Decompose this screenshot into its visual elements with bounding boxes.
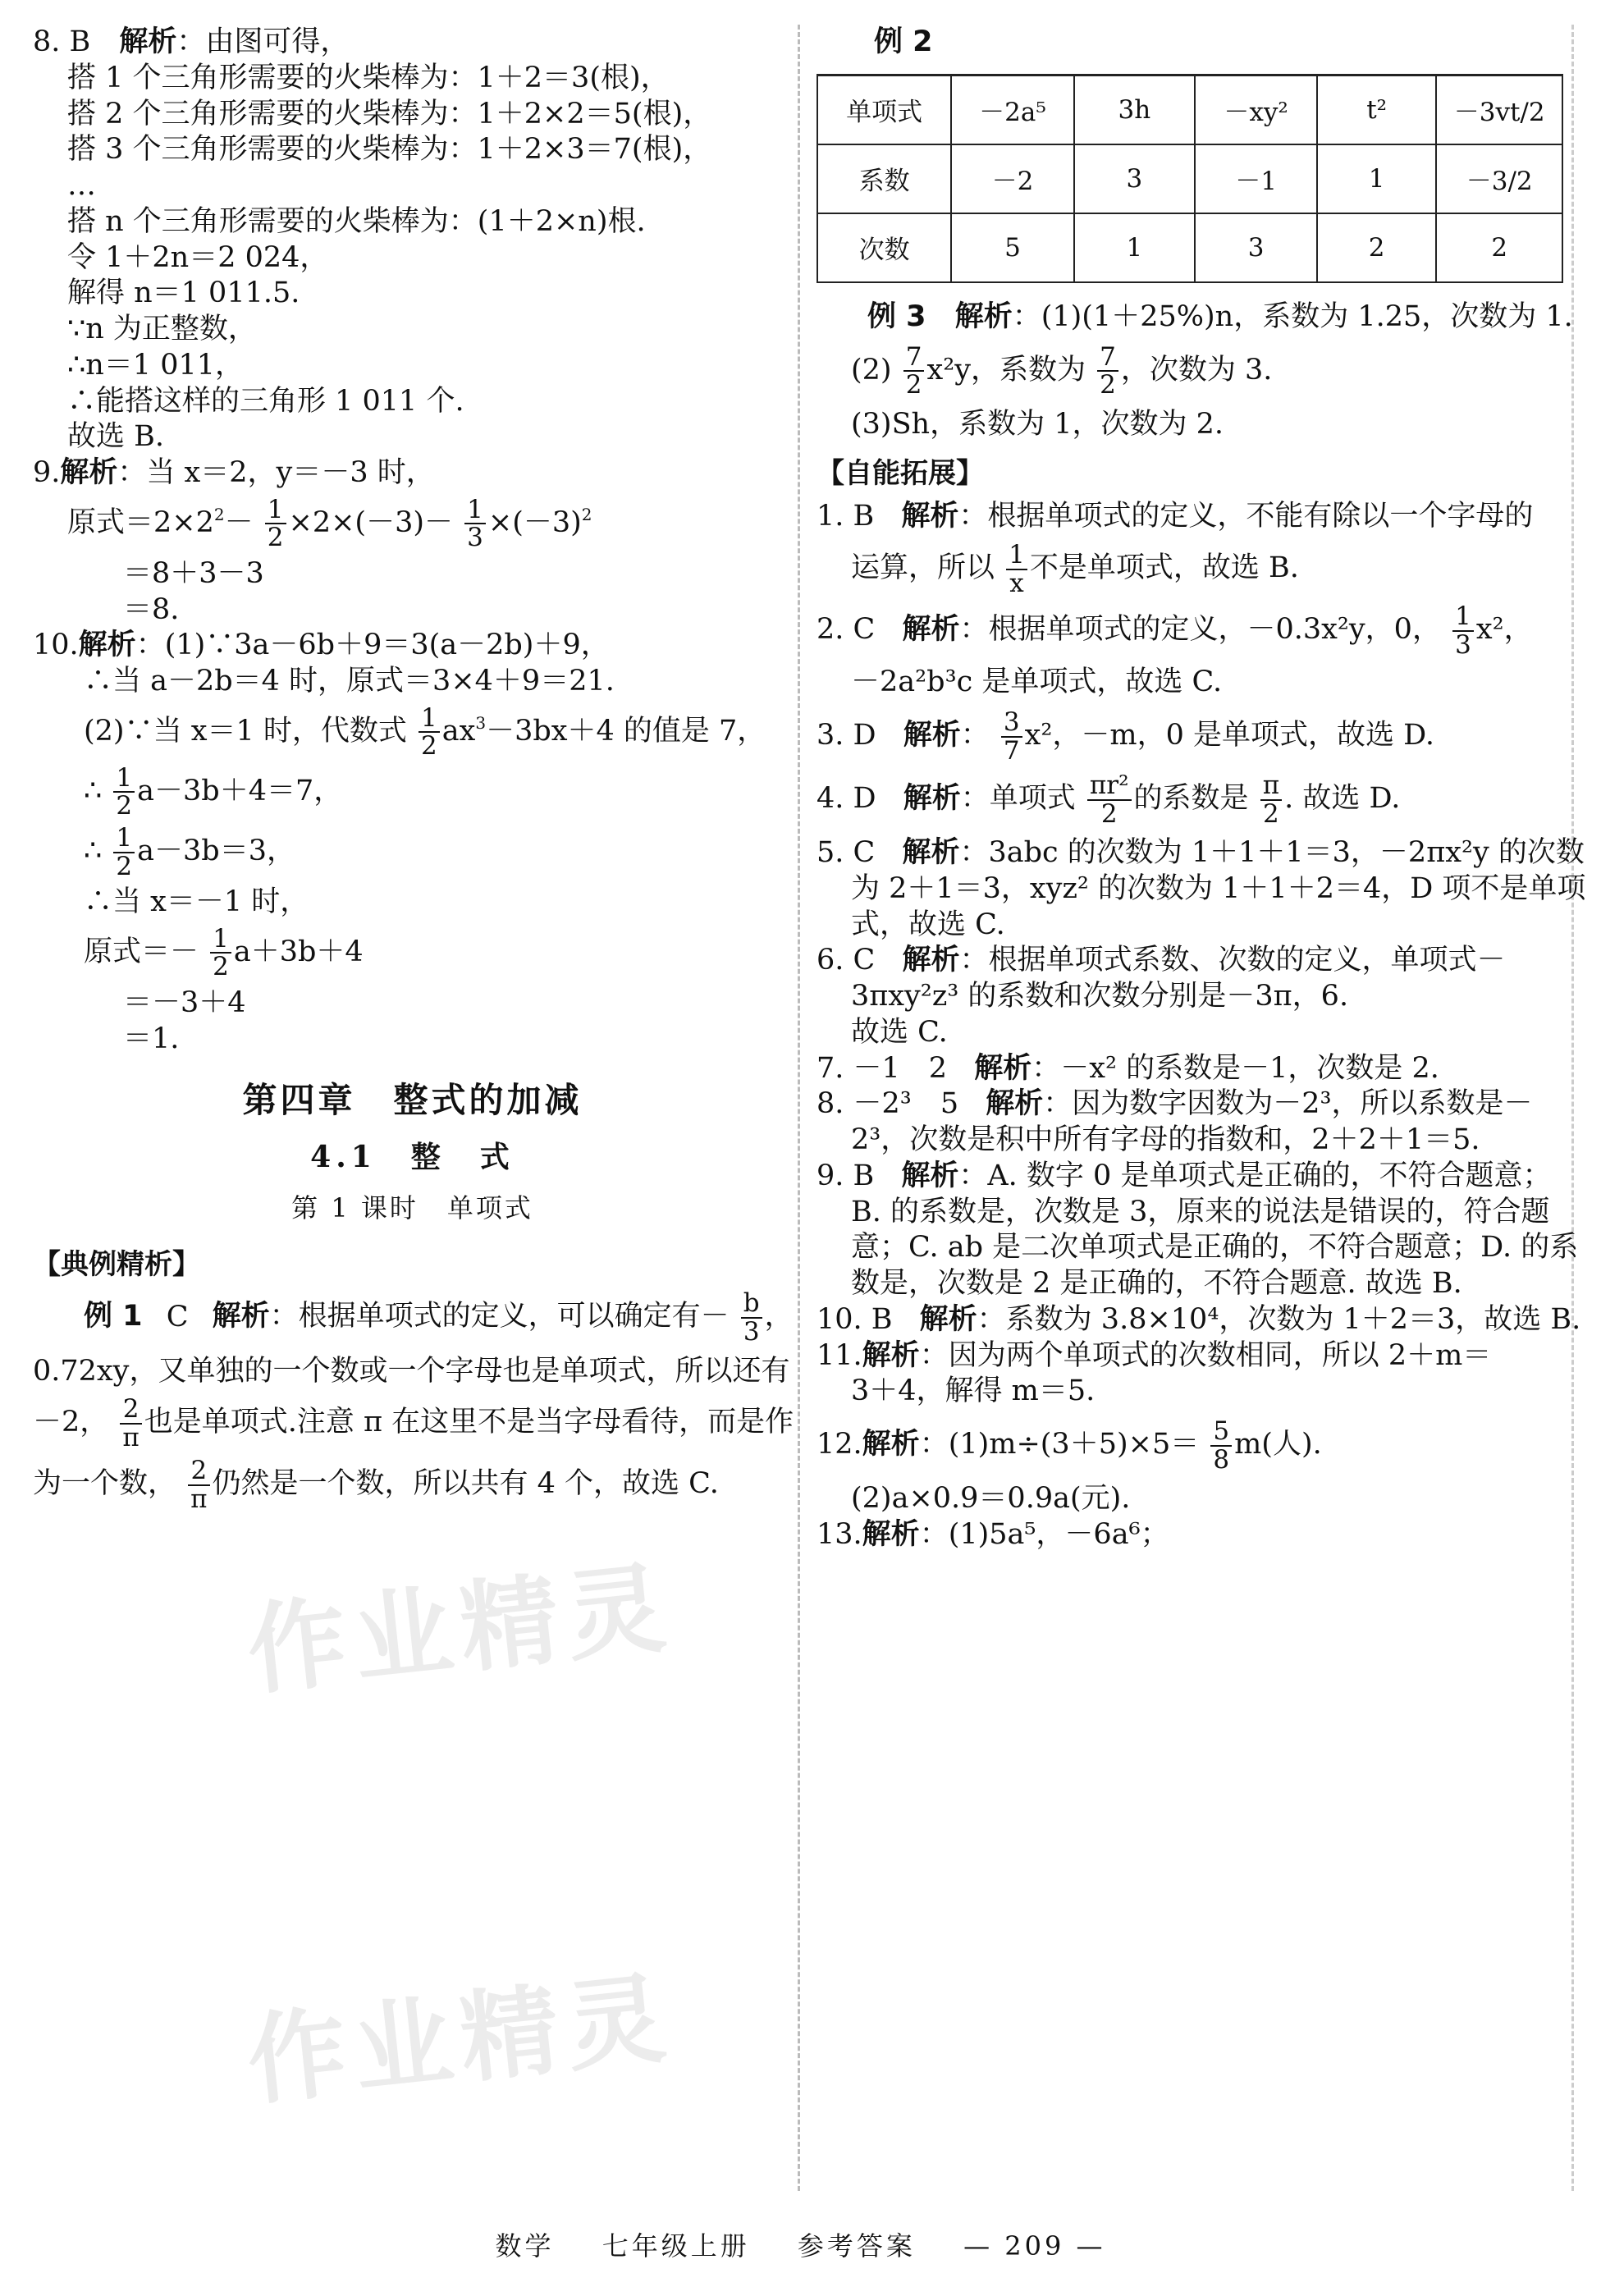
item-text: x²，	[1475, 613, 1533, 647]
footer-subject: 数学	[495, 2230, 555, 2262]
left-column	[33, 25, 792, 1520]
denominator: 3	[743, 1317, 760, 1347]
fraction	[1006, 542, 1027, 597]
item-line: 数是，次数是 2 是正确的，不符合题意. 故选 B.	[851, 1267, 1462, 1301]
fraction	[210, 923, 231, 982]
ex1-answer: C	[166, 1300, 189, 1333]
item-text: ：A. 数字 0 是单项式是正确的，不符合题意；	[958, 1159, 1552, 1192]
column-divider	[798, 25, 800, 2191]
denominator: 2	[267, 523, 284, 553]
watermark-bottom: 作业精灵	[242, 1961, 679, 2120]
table-cell: －2	[951, 144, 1073, 213]
item-tag: 解析	[862, 1518, 920, 1552]
table-row	[817, 75, 1562, 144]
monomial-table	[817, 74, 1563, 283]
item-text: ：根据单项式的定义，－0.3x²y，0，	[959, 613, 1441, 647]
q10-line-5	[33, 825, 792, 880]
q8-number: 8. B	[33, 25, 91, 58]
footer-label: 参考答案	[797, 2230, 916, 2262]
section-title: 4.1 整 式	[310, 1140, 515, 1175]
denominator: 2	[420, 731, 437, 762]
item-text: ：因为数字因数为－2³，所以系数是－	[1043, 1087, 1533, 1121]
q10-text: ax	[441, 714, 476, 748]
q8-line: ∴n＝1 011，	[67, 348, 245, 382]
item-1-line-2	[817, 542, 1563, 597]
item-number: 3. D	[817, 719, 876, 752]
ex1-line-3	[33, 1396, 792, 1451]
ex1-line-1	[33, 1290, 792, 1345]
item-line: 3πxy²z³ 的系数和次数分别是－3π，6.	[851, 980, 1349, 1013]
item-text: ：(1)m÷(3＋5)×5＝	[919, 1428, 1200, 1461]
item-text: 的系数是	[1133, 782, 1249, 816]
q9-tag: 解析	[60, 456, 118, 489]
item-number: 11.	[817, 1338, 862, 1372]
q10-line-7	[33, 923, 792, 982]
table-row	[817, 213, 1562, 282]
ex3-line-2	[817, 341, 1563, 400]
item-tag: 解析	[974, 1051, 1032, 1085]
item-text: ：根据单项式系数、次数的定义，单项式－	[959, 944, 1506, 977]
ex1-text: －2，	[33, 1406, 109, 1439]
item-line: 3＋4，解得 m＝5.	[851, 1374, 1096, 1408]
ex1-text: 也是单项式.注意 π 在这里不是当字母看待，而是作	[144, 1406, 794, 1439]
fraction	[1260, 772, 1282, 827]
denominator: 2	[1100, 798, 1118, 829]
q10-text: (2)∵当 x＝1 时，代数式	[84, 714, 407, 748]
right-column	[817, 25, 1586, 1553]
item-tag: 解析	[902, 836, 960, 870]
item-number: 6. C	[817, 944, 876, 977]
table-cell: 1	[1074, 213, 1196, 282]
item-text: ：(1)5a⁵，－6a⁶；	[919, 1518, 1169, 1552]
item-number: 10. B	[817, 1302, 893, 1336]
item-text: . 故选 D.	[1284, 782, 1401, 816]
q10-text: a＋3b＋4	[233, 935, 364, 968]
item-12-line-1	[817, 1418, 1563, 1473]
item-number: 2. C	[817, 613, 876, 647]
item-3-line-1	[817, 709, 1563, 764]
q10-text: －3bx＋4 的值是 7，	[486, 714, 766, 748]
item-tag: 解析	[901, 500, 959, 533]
q9-expr: －	[224, 505, 254, 539]
q10-line-3: (2)∵当 x＝1 时，代数式 $\frac{1}{2}$ $ax^3-3bx+4$ 的值是 7，	[84, 702, 766, 762]
q10-text: a－3b＋4＝7，	[137, 774, 343, 807]
q8-line-1	[33, 25, 792, 61]
item-number: 4. D	[817, 782, 876, 816]
item-9-line-1	[817, 1159, 1563, 1195]
q9-expr: ×2×(－3)－	[288, 505, 453, 539]
table-cell: 3	[1074, 144, 1196, 213]
table-cell: 3h	[1074, 75, 1196, 144]
item-text: ：	[960, 719, 990, 752]
denominator: π	[190, 1484, 208, 1514]
item-11-line-1	[817, 1338, 1563, 1374]
fraction	[1210, 1418, 1232, 1473]
fraction	[188, 1457, 209, 1512]
q8-text: ：由图可得，	[176, 25, 350, 58]
item-line: －2a²b³c 是单项式，故选 C.	[851, 665, 1223, 699]
ex1-line-4	[33, 1457, 792, 1512]
item-text: ：3abc 的次数为 1＋1＋1＝3，－2πx²y 的次数	[959, 836, 1585, 870]
table-cell: 5	[951, 213, 1073, 282]
table-cell: 系数	[817, 144, 951, 213]
q10-line: ∴当 a－2b＝4 时，原式＝3×4＋9＝21.	[84, 665, 615, 698]
item-1-line-1	[817, 499, 1563, 535]
denominator: 2	[905, 370, 922, 400]
item-number: 9. B	[817, 1159, 875, 1192]
q9-line: ＝8.	[123, 592, 180, 626]
fraction	[741, 1290, 762, 1345]
numerator: 1	[210, 926, 231, 954]
numerator: 1	[1006, 542, 1027, 570]
ex1-label: 例 1	[84, 1300, 143, 1333]
q10-text: a－3b＝3，	[137, 835, 295, 868]
q8-line: 解得 n＝1 011.5.	[67, 277, 300, 310]
item-13-line-1	[817, 1517, 1563, 1553]
numerator: 2	[120, 1396, 141, 1425]
table-cell: 2	[1317, 213, 1436, 282]
page-number: — 209 —	[963, 2230, 1106, 2262]
page-footer	[0, 2225, 1601, 2263]
item-text: 不是单项式，故选 B.	[1029, 551, 1299, 585]
ex1-line: 0.72xy，又单独的一个数或一个字母也是单项式，所以还有	[33, 1354, 790, 1388]
q9-expr: ×(－3)	[487, 505, 582, 539]
numerator: 1	[464, 496, 486, 525]
item-5-line-1	[817, 835, 1585, 871]
item-line: B. 的系数是，次数是 3，原来的说法是错误的，符合题	[851, 1195, 1550, 1228]
item-text: ：系数为 3.8×10⁴，次数为 1＋2＝3，故选 B.	[977, 1302, 1581, 1336]
q9-expr: 原式＝2×2	[67, 505, 214, 539]
table-cell: t²	[1317, 75, 1436, 144]
item-number: 13.	[817, 1518, 862, 1552]
q8-line: 搭 3 个三角形需要的火柴棒为：1＋2×3＝7(根)，	[67, 133, 712, 167]
ex1-tag: 解析	[212, 1300, 270, 1333]
ex1-text: 仍然是一个数，所以共有 4 个，故选 C.	[212, 1467, 719, 1501]
item-tag: 解析	[862, 1428, 920, 1461]
item-tag: 解析	[903, 719, 961, 752]
numerator: πr²	[1087, 772, 1132, 801]
fraction	[464, 496, 486, 551]
denominator: 2	[116, 791, 133, 821]
item-number: 7. －1 2	[817, 1051, 948, 1085]
q10-line: ∴当 x＝－1 时，	[84, 885, 309, 919]
ex3-text: ：(1)(1＋25%)n，系数为 1.25，次数为 1.	[1012, 300, 1573, 333]
numerator: 1	[1452, 603, 1474, 632]
item-8-line-1	[817, 1086, 1563, 1123]
item-line: 式，故选 C.	[851, 908, 1005, 941]
fraction	[419, 702, 440, 762]
q9-number: 9.	[33, 456, 61, 489]
numerator: 1	[113, 765, 135, 794]
item-tag: 解析	[902, 613, 960, 647]
fraction	[1452, 603, 1474, 658]
item-line: 2³，次数是积中所有字母的指数和，2＋2＋1＝5.	[851, 1123, 1480, 1157]
ex3-text: x²y，系数为	[926, 353, 1086, 386]
q10-number: 10.	[33, 629, 79, 662]
q8-line: 令 1＋2n＝2 024，	[67, 240, 329, 274]
table-cell: 1	[1317, 144, 1436, 213]
numerator: 3	[1001, 709, 1022, 738]
q9-line-2: 原式$=2\times 2^2-$ $\frac{1}{2}$ ×2×(－3)－ $\frac{1}{3}$ $\times(-3)^2$	[67, 494, 592, 553]
numerator: 7	[1097, 344, 1118, 373]
item-tag: 解析	[862, 1338, 920, 1372]
item-2-line-1	[817, 603, 1563, 658]
table-cell: －xy²	[1195, 75, 1317, 144]
q10-text: ∴	[84, 835, 103, 868]
q10-text: 原式＝－	[84, 935, 199, 968]
ex2-label: 例 2	[874, 25, 933, 58]
q8-line: ∴能搭这样的三角形 1 011 个.	[67, 384, 464, 418]
ex3-text: ，次数为 3.	[1120, 353, 1273, 386]
table-row	[817, 144, 1562, 213]
q10-text: ：(1)∵3a－6b＋9＝3(a－2b)＋9，	[135, 629, 610, 662]
numerator: 2	[188, 1457, 209, 1486]
item-text: ：因为两个单项式的次数相同，所以 2＋m＝	[919, 1338, 1492, 1372]
numerator: π	[1260, 772, 1282, 801]
q9-line: ＝8＋3－3	[123, 556, 264, 590]
q10-tag: 解析	[78, 629, 136, 662]
denominator: 3	[467, 523, 483, 553]
item-line: 故选 C.	[851, 1015, 948, 1049]
chapter-title: 第四章 整式的加减	[242, 1080, 583, 1121]
q8-line: 搭 1 个三角形需要的火柴棒为：1＋2＝3(根)，	[67, 61, 670, 94]
fraction	[1097, 341, 1118, 400]
item-tag: 解析	[919, 1302, 977, 1336]
numerator: b	[741, 1290, 762, 1319]
ex1-text: ：根据单项式的定义，可以确定有－	[269, 1300, 730, 1333]
table-cell: －3vt/2	[1436, 75, 1562, 144]
denominator: 2	[1263, 798, 1279, 829]
fraction	[120, 1396, 141, 1451]
lesson-title: 第 1 课时 单项式	[291, 1192, 533, 1224]
item-line: 意；C. ab 是二次单项式是正确的，不符合题意；D. 的系	[851, 1231, 1579, 1265]
numerator: 5	[1210, 1418, 1232, 1447]
table-cell: －1	[1195, 144, 1317, 213]
q10-line-1	[33, 628, 792, 664]
item-text: x²，－m，0 是单项式，故选 D.	[1024, 719, 1435, 752]
q8-line: ∵n 为正整数，	[67, 313, 257, 345]
item-text: ：根据单项式的定义，不能有除以一个字母的	[958, 500, 1534, 533]
fraction	[113, 825, 135, 880]
numerator: 7	[903, 344, 925, 373]
ex3-tag: 解析	[954, 300, 1013, 333]
denominator: π	[122, 1422, 140, 1452]
item-number: 12.	[817, 1428, 862, 1461]
q10-text: ∴	[84, 774, 103, 807]
item-tag: 解析	[986, 1087, 1044, 1121]
table-cell: 2	[1436, 213, 1562, 282]
item-number: 5. C	[817, 836, 876, 870]
denominator: 2	[116, 851, 133, 881]
denominator: 2	[1100, 370, 1116, 400]
item-text: ：－x² 的系数是－1，次数是 2.	[1032, 1051, 1439, 1085]
table-cell: －2a⁵	[951, 75, 1073, 144]
table-cell: 单项式	[817, 75, 951, 144]
item-7-line-1	[817, 1051, 1563, 1087]
extension-heading: 【自能拓展】	[817, 457, 984, 491]
typical-examples-heading: 【典例精析】	[33, 1248, 200, 1282]
item-text: ：单项式	[960, 782, 1076, 816]
denominator: 2	[213, 952, 229, 982]
q9-line-1	[33, 455, 792, 492]
fraction	[113, 762, 135, 821]
right-edge-divider	[1571, 25, 1574, 2191]
ex3-line-1	[817, 300, 1573, 336]
item-text: m(人).	[1234, 1428, 1322, 1461]
table-cell: －3/2	[1436, 144, 1562, 213]
ex1-text: 为一个数，	[33, 1467, 177, 1501]
item-tag: 解析	[902, 944, 960, 977]
fraction	[265, 496, 286, 551]
numerator: 1	[419, 705, 440, 734]
q10-line-4	[33, 762, 792, 821]
item-tag: 解析	[901, 1159, 959, 1192]
item-6-line-1	[817, 943, 1563, 979]
q8-line: 故选 B.	[67, 420, 164, 454]
footer-grade: 七年级上册	[602, 2230, 750, 2262]
ex3-text: (2)	[851, 353, 892, 386]
item-tag: 解析	[903, 782, 961, 816]
ex1-text: ，	[764, 1300, 794, 1333]
item-number: 1. B	[817, 500, 875, 533]
q10-line: ＝－3＋4	[123, 986, 246, 1019]
q9-text: ：当 x＝2，y＝－3 时，	[117, 456, 435, 489]
q8-line: 搭 n 个三角形需要的火柴棒为：(1＋2×n)根.	[67, 204, 646, 238]
ex3-line: (3)Sh，系数为 1，次数为 2.	[851, 407, 1224, 441]
denominator: 8	[1213, 1444, 1230, 1475]
fraction	[1087, 772, 1132, 827]
table-cell: 次数	[817, 213, 951, 282]
item-line: (2)a×0.9＝0.9a(元).	[851, 1482, 1131, 1516]
fraction	[1001, 709, 1022, 764]
item-text: 运算，所以	[851, 551, 995, 585]
item-10-line-1	[817, 1302, 1581, 1338]
table-cell: 3	[1195, 213, 1317, 282]
numerator: 1	[265, 496, 286, 525]
numerator: 1	[113, 825, 135, 853]
denominator: x	[1009, 568, 1024, 598]
item-4-line-1	[817, 772, 1563, 827]
watermark-top: 作业精灵	[242, 1551, 679, 1709]
denominator: 3	[1455, 629, 1471, 660]
q8-tag: 解析	[119, 25, 177, 58]
item-line: 为 2＋1＝3，xyz² 的次数为 1＋1＋2＝4，D 项不是单项	[851, 871, 1586, 905]
denominator: 7	[1003, 735, 1020, 766]
q8-line: …	[67, 169, 96, 202]
fraction	[903, 341, 925, 400]
q8-line: 搭 2 个三角形需要的火柴棒为：1＋2×2＝5(根)，	[67, 97, 712, 130]
ex3-label: 例 3	[867, 300, 926, 333]
q10-line: ＝1.	[123, 1022, 180, 1055]
item-number: 8. －2³ 5	[817, 1087, 959, 1121]
